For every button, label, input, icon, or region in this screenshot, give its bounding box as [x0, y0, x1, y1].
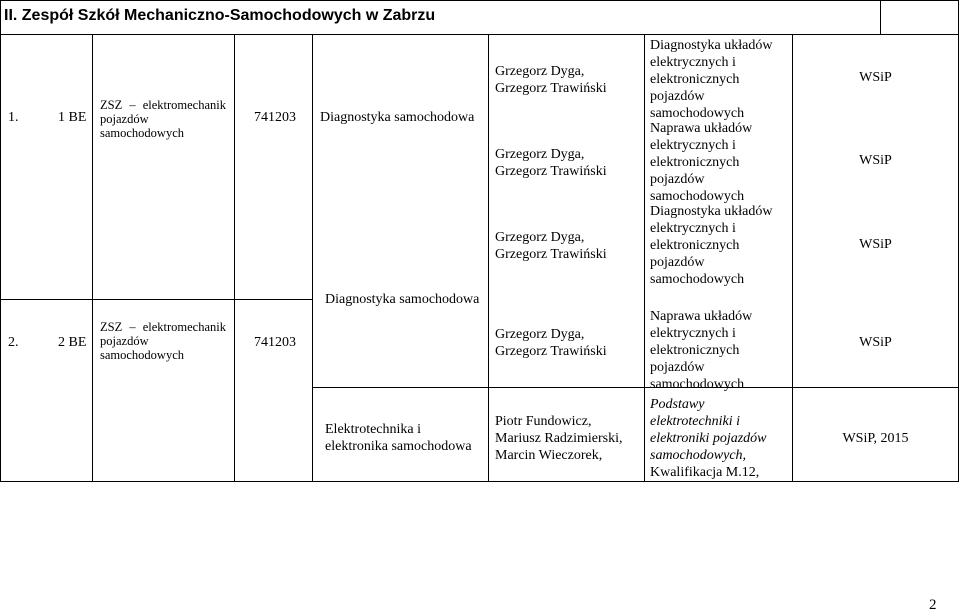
- subject: Diagnostyka samochodowa: [320, 110, 475, 125]
- title-line: elektrycznych i: [650, 326, 736, 341]
- title-line: pojazdów: [650, 360, 705, 375]
- grid-line: [0, 0, 880, 1]
- title-line: Naprawa układów: [650, 309, 753, 324]
- title-line: elektronicznych: [650, 72, 740, 87]
- title-line: Diagnostyka układów: [650, 38, 773, 53]
- subject-line: elektronika samochodowa: [325, 439, 472, 454]
- book-title: [650, 396, 767, 481]
- author-line: Grzegorz Trawiński: [495, 344, 607, 359]
- publisher: WSiP: [859, 153, 892, 168]
- row-number: 1.: [8, 110, 19, 125]
- authors: [495, 326, 607, 360]
- title-line: pojazdów: [650, 172, 705, 187]
- title-line: elektroniki pojazdów: [650, 431, 767, 446]
- page-title: II. Zespół Szkół Mechaniczno-Samochodowych w Zabrzu: [4, 7, 436, 24]
- grid-line: [880, 0, 881, 34]
- class-name: 1 BE: [58, 110, 87, 125]
- subject-line: Elektrotechnika i: [325, 422, 422, 437]
- grid-line: [0, 0, 1, 482]
- author-line: Grzegorz Dyga,: [495, 230, 585, 245]
- page-number: 2: [929, 597, 937, 613]
- author-line: Grzegorz Trawiński: [495, 247, 607, 262]
- grid-line: [0, 299, 312, 300]
- title-line: Podstawy: [650, 397, 705, 412]
- author-line: Grzegorz Trawiński: [495, 81, 607, 96]
- class-name: 2 BE: [58, 335, 87, 350]
- title-line: elektronicznych: [650, 238, 740, 253]
- author-line: Grzegorz Dyga,: [495, 64, 585, 79]
- authors: [495, 229, 607, 263]
- title-line: elektrycznych i: [650, 221, 736, 236]
- grid-line: [312, 387, 959, 388]
- grid-line: [92, 34, 93, 481]
- authors: [495, 413, 623, 464]
- title-line: Kwalifikacja M.12,: [650, 465, 760, 480]
- subject: [325, 421, 472, 455]
- authors: [495, 63, 607, 97]
- author-line: Marcin Wieczorek,: [495, 448, 603, 463]
- title-line: Naprawa układów: [650, 121, 753, 136]
- profession: ZSZ – elektromechanik pojazdów samochodowych: [100, 98, 226, 140]
- author-line: Mariusz Radzimierski,: [495, 431, 623, 446]
- title-line: Diagnostyka układów: [650, 204, 773, 219]
- author-line: Grzegorz Trawiński: [495, 164, 607, 179]
- grid-line: [644, 34, 645, 481]
- grid-line: [880, 0, 959, 1]
- title-line: elektrycznych i: [650, 138, 736, 153]
- subject: Diagnostyka samochodowa: [325, 292, 480, 307]
- author-line: Piotr Fundowicz,: [495, 414, 592, 429]
- book-title: [650, 120, 752, 205]
- author-line: Grzegorz Dyga,: [495, 147, 585, 162]
- grid-line: [488, 34, 489, 481]
- book-title: [650, 37, 772, 122]
- publisher: WSiP: [859, 237, 892, 252]
- title-line: samochodowych: [650, 106, 745, 121]
- publisher: WSiP: [859, 70, 892, 85]
- grid-line: [234, 34, 235, 481]
- profession-code: 741203: [254, 110, 296, 125]
- publisher: WSiP, 2015: [842, 431, 909, 446]
- title-line: pojazdów: [650, 255, 705, 270]
- author-line: Grzegorz Dyga,: [495, 327, 585, 342]
- grid-line: [312, 34, 313, 481]
- grid-line: [0, 481, 959, 482]
- title-line: elektrotechniki i: [650, 414, 741, 429]
- profession: ZSZ – elektromechanik pojazdów samochodowych: [100, 320, 226, 362]
- title-line: pojazdów: [650, 89, 705, 104]
- grid-line: [0, 34, 959, 35]
- title-line: samochodowych: [650, 189, 745, 204]
- title-line: samochodowych: [650, 377, 745, 392]
- title-line: elektrycznych i: [650, 55, 736, 70]
- book-title: [650, 308, 752, 393]
- title-line: elektronicznych: [650, 343, 740, 358]
- title-line: elektronicznych: [650, 155, 740, 170]
- publisher: WSiP: [859, 335, 892, 350]
- grid-line: [792, 34, 793, 481]
- book-title: [650, 203, 772, 288]
- profession-code: 741203: [254, 335, 296, 350]
- title-line: samochodowych: [650, 272, 745, 287]
- title-line: samochodowych,: [650, 448, 747, 463]
- row-number: 2.: [8, 335, 19, 350]
- authors: [495, 146, 607, 180]
